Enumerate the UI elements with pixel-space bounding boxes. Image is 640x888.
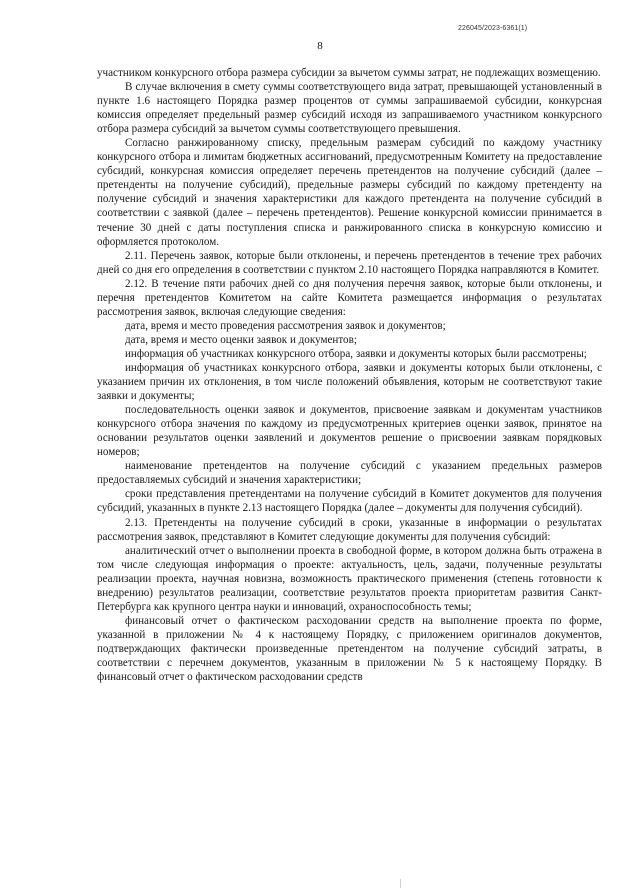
scan-edge-mark [400,879,446,888]
document-body [97,66,602,684]
paragraph-2-12: 2.12. В течение пяти рабочих дней со дня получения перечня заявок, которые были отклонены, и перечня претендентов Комитетом на сайте Комитета размещается информация о результатах рассмотрения заявок, включая следующие сведения: [97,277,602,318]
list-item-financial-report: финансовый отчет о фактическом расходовании средств на выполнение проекта по форме, указанной в приложении № 4 к настоящему Порядку, с приложением оригиналов документов, подтверждающих фактически произведенные претендентом на получение субсидий затраты, в соответствии с перечнем документов, указанным в приложении № 5 к настоящему Порядку. В финансовый отчет о фактическом расходовании средств [97,614,602,684]
list-item-evaluation-sequence: последовательность оценки заявок и документов, присвоение заявкам и документам участников конкурсного отбора значения по каждому из предусмотренных критериев оценки заявок, принятое на основании результатов оценки заявлений и документов решение о присвоении заявкам порядковых номеров; [97,404,602,459]
paragraph-excess-estimate: В случае включения в смету суммы соответствующего вида затрат, превышающей установленный в пункте 1.6 настоящего Порядка размер процентов от суммы запрашиваемой субсидии, конкурсная комиссия определяет предельный размер субсидий исходя из запрашиваемого участником конкурсного отбора размера субсидий за вычетом суммы соответствующего превышения. [97,81,602,136]
paragraph-2-11: 2.11. Перечень заявок, которые были отклонены, и перечень претендентов в течение трех рабочих дней со дня его определения в соответствии с пунктом 2.10 настоящего Порядка направляются в Комитет. [97,249,602,276]
list-item-review-date: дата, время и место проведения рассмотрения заявок и документов; [125,319,446,332]
paragraph-2-13: 2.13. Претенденты на получение субсидий в сроки, указанные в информации о результатах рассмотрения заявок, представляют в Комитет следующие документы для получения субсидий: [97,516,602,543]
document-id: 226045/2023-6361(1) [458,25,528,32]
paragraph-ranked-list: Согласно ранжированному списку, предельным размерам субсидий по каждому участнику конкурсного отбора и лимитам бюджетных ассигнований, предусмотренным Комитету на предоставление субсидий, конкурсная комиссия определяет перечень претендентов на получение субсидий (далее – претенденты на получение субсидий), предельные размеры субсидий по каждому претенденту на получение субсидий и значения характеристики для каждого претендента на получение субсидий в соответствии с заявкой (далее – перечень претендентов). Решение конкурсной комиссии принимается в течение 30 дней с даты поступления списка и ранжированного списка в конкурсную комиссию и оформляется протоколом. [97,137,602,248]
page-number: 8 [317,40,323,52]
list-item-reviewed-participants: информация об участниках конкурсного отбора, заявки и документы которых были рассмотрены; [125,347,587,360]
list-item-rejected-participants: информация об участниках конкурсного отбора, заявки и документы которых были отклонены, с указанием причин их отклонения, в том числе положений объявления, которым не соответствуют такие заявки и документы; [97,361,602,403]
list-item-evaluation-date: дата, время и место оценки заявок и документов; [125,333,357,346]
list-item-analytical-report: аналитический отчет о выполнении проекта в свободной форме, в котором должна быть отражена в том числе следующая информация о проекте: актуальность, цель, задачи, полученные результаты реализации проекта, научная новизна, возможность практического применения (степень готовности к внедрению) результатов реализации, соответствие результатов проекта приоритетам развития Санкт-Петербурга как крупного центра науки и инноваций, охраноспособность темы; [97,544,602,613]
paragraph-continuation: участником конкурсного отбора размера субсидии за вычетом суммы затрат, не подлежащих возмещению. [97,67,601,79]
list-item-applicant-names: наименование претендентов на получение субсидий с указанием предельных размеров предоставляемых субсидий и значения характеристики; [97,460,602,487]
list-item-submission-deadlines: сроки представления претендентами на получение субсидий в Комитет документов для получения субсидий, указанных в пункте 2.13 настоящего Порядка (далее – документы для получения субсидий). [97,488,602,515]
